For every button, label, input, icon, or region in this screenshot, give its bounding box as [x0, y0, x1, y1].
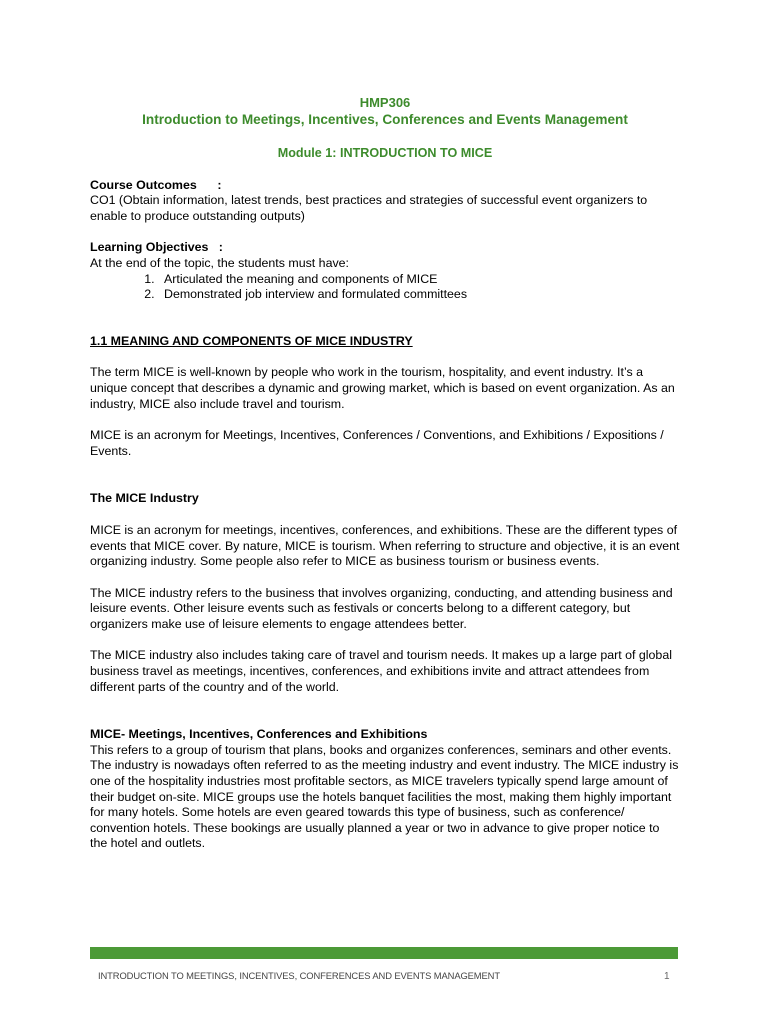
learning-objectives-list — [90, 272, 680, 303]
paragraph: The MICE industry also includes taking care of travel and tourism needs. It makes up a large part of global business travel as meetings, incentives, conferences, and exhibitions invite and attract attendees from different parts of the country and of the world. — [90, 648, 672, 694]
course-outcomes-text: CO1 (Obtain information, latest trends, best practices and strategies of successful event organizers to enable to produce outstanding outputs) — [90, 193, 648, 223]
paragraph: This refers to a group of tourism that plans, books and organizes conferences, seminars and other events. The industry is nowadays often referred to as the meeting industry and event industry. The MICE industry is one of the hospitality industries most profitable sectors, as MICE travelers typically spend large amount of their budget on-site. MICE groups use the hotels banquet facilities the most, making them highly important for many hotels. Some hotels are even geared towards this type of business, such as conference/ convention hotels. These bookings are usually planned a year or two in advance to give proper notice to the hotel and outlets. — [90, 742, 679, 851]
paragraph: MICE is an acronym for Meetings, Incentives, Conferences / Conventions, and Exhibitions / Expositions / Events. — [90, 428, 664, 458]
footer-running-title: INTRODUCTION TO MEETINGS, INCENTIVES, CONFERENCES AND EVENTS MANAGEMENT — [98, 970, 500, 981]
learning-objectives-label: Learning Objectives : — [90, 240, 223, 255]
list-item: 1. Articulated the meaning and components of MICE — [158, 272, 680, 288]
footer-bar — [90, 947, 678, 959]
page-content — [90, 94, 680, 852]
mice-industry-heading: The MICE Industry — [90, 491, 199, 506]
page-number: 1 — [664, 971, 670, 982]
learning-objectives-intro: At the end of the topic, the students must have: — [90, 255, 349, 270]
module-title: Module 1: INTRODUCTION TO MICE — [277, 146, 493, 160]
section-heading-1-1: 1.1 MEANING AND COMPONENTS OF MICE INDUSTRY — [90, 333, 413, 348]
course-outcomes-block — [90, 178, 680, 225]
paragraph: The MICE industry refers to the business that involves organizing, conducting, and attending business and leisure events. Other leisure events such as festivals or concerts belong to a different category, but organizers make use of leisure elements to engage attendees better. — [90, 585, 673, 631]
learning-objectives-block — [90, 240, 680, 302]
course-title: Introduction to Meetings, Incentives, Conferences and Events Management — [142, 112, 628, 127]
course-code: HMP306 — [359, 95, 411, 110]
paragraph: MICE is an acronym for meetings, incentives, conferences, and exhibitions. These are the different types of events that MICE cover. By nature, MICE is tourism. When referring to structure and objective, it is an event organizing industry. Some people also refer to MICE as business tourism or business events. — [90, 522, 680, 569]
list-item: 2. Demonstrated job interview and formulated committees — [158, 287, 680, 303]
paragraph: The term MICE is well-known by people who work in the tourism, hospitality, and event industry. It’s a unique concept that describes a dynamic and growing market, which is based on event organization. As an industry, MICE also include travel and tourism. — [90, 365, 675, 411]
mice-meetings-heading: MICE- Meetings, Incentives, Conferences and Exhibitions — [90, 727, 428, 742]
course-outcomes-label: Course Outcomes : — [90, 177, 222, 192]
